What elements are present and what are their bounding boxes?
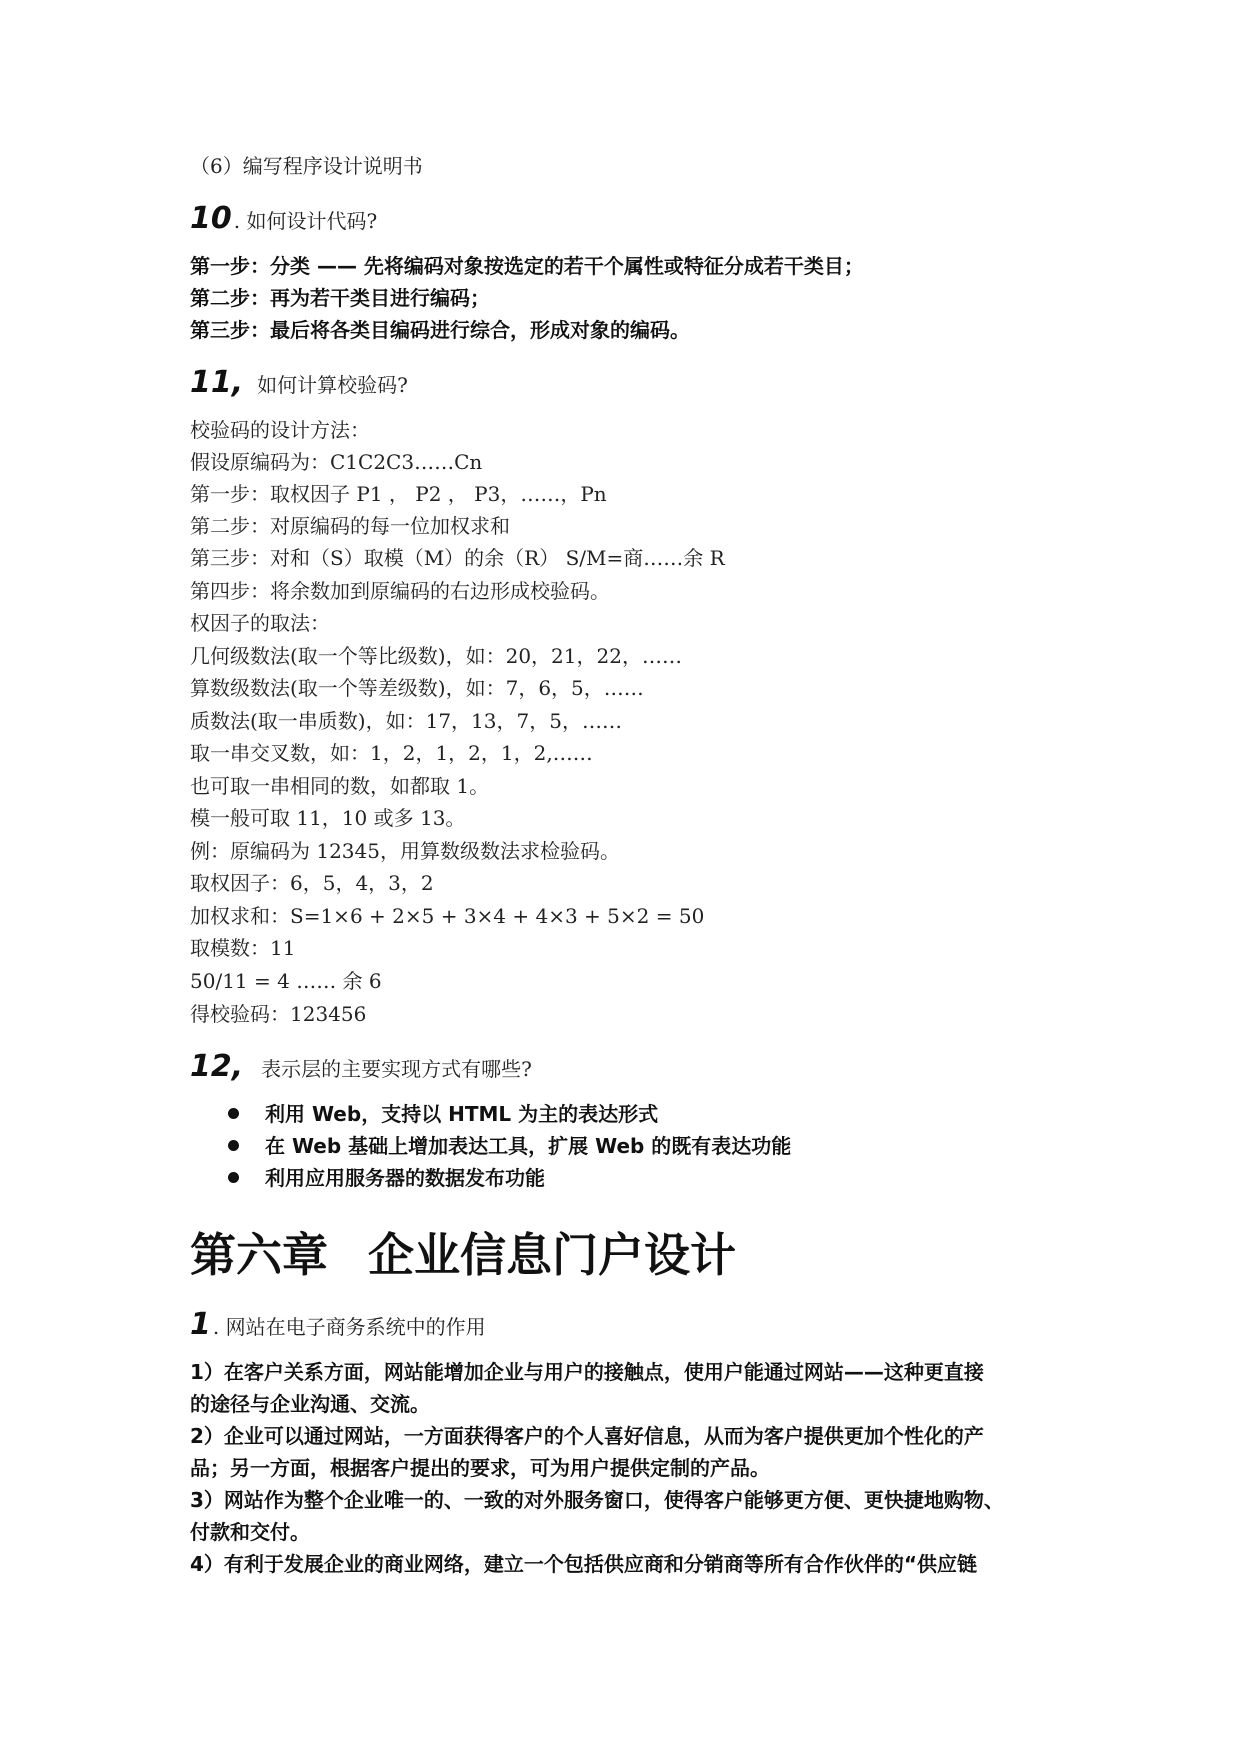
chapter6-question-1-heading xyxy=(190,1307,486,1342)
question-12-heading xyxy=(190,1049,532,1084)
bullet-text: 在 Web 基础上增加表达工具，扩展 Web 的既有表达功能 xyxy=(265,1134,792,1158)
question-text: . 网站在电子商务系统中的作用 xyxy=(212,1315,486,1339)
bullet-item xyxy=(228,1104,658,1124)
bullet-text: 利用 Web，支持以 HTML 为主的表达形式 xyxy=(265,1102,659,1126)
q11-line: 取一串交叉数，如：1，2，1，2，1，2,…… xyxy=(190,741,593,765)
bullet-item xyxy=(228,1136,791,1156)
ch6-q1-line: 4）有利于发展企业的商业网络，建立一个包括供应商和分销商等所有合作伙伴的“供应链 xyxy=(190,1552,978,1576)
question-10-heading xyxy=(190,201,378,236)
q10-step-3: 第三步：最后将各类目编码进行综合，形成对象的编码。 xyxy=(190,318,690,342)
ch6-q1-line: 3）网站作为整个企业唯一的、一致的对外服务窗口，使得客户能够更方便、更快捷地购物、 xyxy=(190,1488,1004,1512)
ch6-q1-line: 付款和交付。 xyxy=(190,1520,310,1544)
ch6-q1-line: 品；另一方面，根据客户提出的要求，可为用户提供定制的产品。 xyxy=(190,1456,770,1480)
question-number: 1 xyxy=(190,1307,211,1342)
q11-line: 权因子的取法： xyxy=(190,611,330,635)
question-text: 表示层的主要实现方式有哪些? xyxy=(261,1057,532,1081)
question-number: 10 xyxy=(190,201,232,236)
bullet-item xyxy=(228,1168,545,1188)
q11-line: 加权求和：S=1×6 + 2×5 + 3×4 + 4×3 + 5×2 = 50 xyxy=(190,904,705,928)
question-number: 11 xyxy=(190,365,232,400)
q11-line: 模一般可取 11，10 或多 13。 xyxy=(190,806,466,830)
q11-line: 几何级数法(取一个等比级数)，如：20，21，22，…… xyxy=(190,644,682,668)
q10-step-2: 第二步：再为若干类目进行编码； xyxy=(190,286,490,310)
q11-line: 第二步：对原编码的每一位加权求和 xyxy=(190,514,510,538)
bullet-icon xyxy=(228,1140,239,1151)
q10-step-1: 第一步：分类 —— 先将编码对象按选定的若干个属性或特征分成若干类目； xyxy=(190,254,864,278)
q11-line: 第四步：将余数加到原编码的右边形成校验码。 xyxy=(190,579,610,603)
ch6-q1-line: 2）企业可以通过网站，一方面获得客户的个人喜好信息，从而为客户提供更加个性化的产 xyxy=(190,1424,984,1448)
chapter-heading xyxy=(190,1228,736,1282)
question-11-heading xyxy=(190,365,408,400)
q11-line: 例：原编码为 12345，用算数级数法求检验码。 xyxy=(190,839,620,863)
bullet-icon xyxy=(228,1108,239,1119)
q11-line: 假设原编码为：C1C2C3……Cn xyxy=(190,450,483,474)
chapter-label: 第六章 xyxy=(190,1228,328,1282)
q11-line: 算数级数法(取一个等差级数)，如：7，6，5，…… xyxy=(190,676,644,700)
question-text: 如何计算校验码? xyxy=(257,373,408,397)
question-number-punct: , xyxy=(231,1049,244,1084)
q11-line: 得校验码：123456 xyxy=(190,1002,367,1026)
q11-line: 取模数：11 xyxy=(190,936,296,960)
q11-line: 校验码的设计方法： xyxy=(190,418,370,442)
chapter-title: 企业信息门户设计 xyxy=(368,1228,736,1282)
q11-line: 第一步：取权因子 P1 ， P2 ， P3，……，Pn xyxy=(190,482,607,506)
bullet-text: 利用应用服务器的数据发布功能 xyxy=(265,1166,545,1190)
q11-line: 取权因子：6，5，4，3，2 xyxy=(190,871,434,895)
q11-line: 第三步：对和（S）取模（M）的余（R） S/M=商……余 R xyxy=(190,546,725,570)
q11-line: 也可取一串相同的数，如都取 1。 xyxy=(190,774,490,798)
bullet-icon xyxy=(228,1172,239,1183)
ch6-q1-line: 1）在客户关系方面，网站能增加企业与用户的接触点，使用户能通过网站——这种更直接 xyxy=(190,1360,984,1384)
q11-line: 质数法(取一串质数)，如：17，13，7，5，…… xyxy=(190,709,622,733)
ch6-q1-line: 的途径与企业沟通、交流。 xyxy=(190,1392,430,1416)
q11-line: 50/11 = 4 …… 余 6 xyxy=(190,969,382,993)
question-number: 12 xyxy=(190,1049,232,1084)
question-number-punct: , xyxy=(231,365,244,400)
question-text: . 如何设计代码? xyxy=(233,209,378,233)
list-item-6: （6）编写程序设计说明书 xyxy=(190,154,423,178)
